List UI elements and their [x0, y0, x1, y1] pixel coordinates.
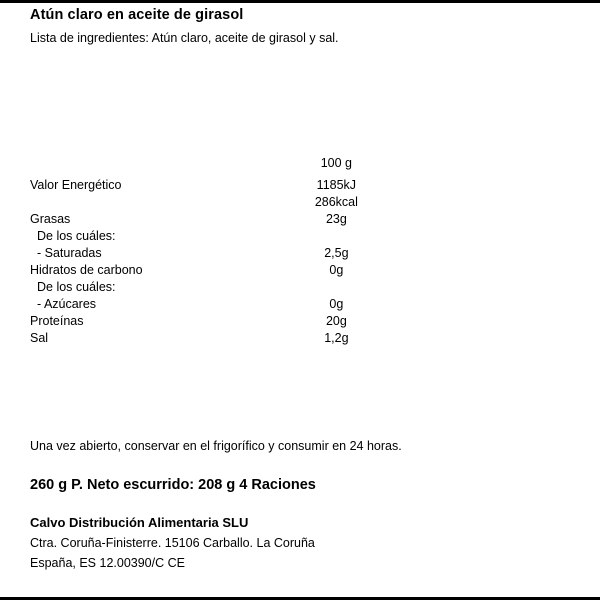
nutrition-value: 0g: [329, 297, 344, 311]
nutrition-label: Grasas: [30, 212, 71, 226]
nutrition-value: 1185kJ: [316, 178, 357, 192]
table-row: [30, 211, 400, 228]
nutrition-value: [273, 279, 400, 296]
nutrition-label: - Azúcares: [37, 297, 97, 311]
table-row: [30, 245, 400, 262]
nutrition-label: - Saturadas: [37, 246, 102, 260]
table-row: [30, 194, 400, 211]
nutrition-value: 286kcal: [314, 195, 358, 209]
table-row: [30, 228, 400, 245]
nutrition-header-blank: [30, 155, 273, 172]
company-name: Calvo Distribución Alimentaria SLU: [30, 515, 249, 530]
nutrition-value: 2,5g: [324, 246, 349, 260]
storage-instructions: Una vez abierto, conservar en el frigorífico y consumir en 24 horas.: [30, 439, 402, 453]
nutrition-label: Hidratos de carbono: [30, 263, 143, 277]
ingredients-list: Lista de ingredientes: Atún claro, aceite de girasol y sal.: [30, 31, 339, 45]
table-row: [30, 262, 400, 279]
nutrition-label: De los cuáles:: [37, 229, 116, 243]
nutrition-value: 0g: [329, 263, 344, 277]
label-content: [30, 3, 570, 603]
nutrition-label: [30, 194, 273, 211]
company-address-line-1: Ctra. Coruña-Finisterre. 15106 Carballo. La Coruña: [30, 536, 315, 550]
table-row: [30, 279, 400, 296]
nutrition-label: Valor Energético: [30, 178, 122, 192]
nutrition-value: 20g: [325, 314, 347, 328]
nutrition-value: 1,2g: [324, 331, 349, 345]
nutrition-value: [273, 228, 400, 245]
nutrition-label: Sal: [30, 331, 49, 345]
table-row: [30, 330, 400, 347]
nutrition-label: De los cuáles:: [37, 280, 116, 294]
nutrition-label: Proteínas: [30, 314, 84, 328]
table-row: [30, 296, 400, 313]
nutrition-value: 23g: [325, 212, 347, 226]
net-weight-info: 260 g P. Neto escurrido: 208 g 4 Raciones: [30, 477, 316, 493]
company-address-line-2: España, ES 12.00390/C CE: [30, 556, 185, 570]
nutrition-table: [30, 155, 400, 347]
page-title: Atún claro en aceite de girasol: [30, 7, 244, 23]
table-row: [30, 177, 400, 194]
table-header-row: [30, 155, 400, 172]
nutrition-column-header: 100 g: [320, 156, 352, 170]
table-row: [30, 313, 400, 330]
